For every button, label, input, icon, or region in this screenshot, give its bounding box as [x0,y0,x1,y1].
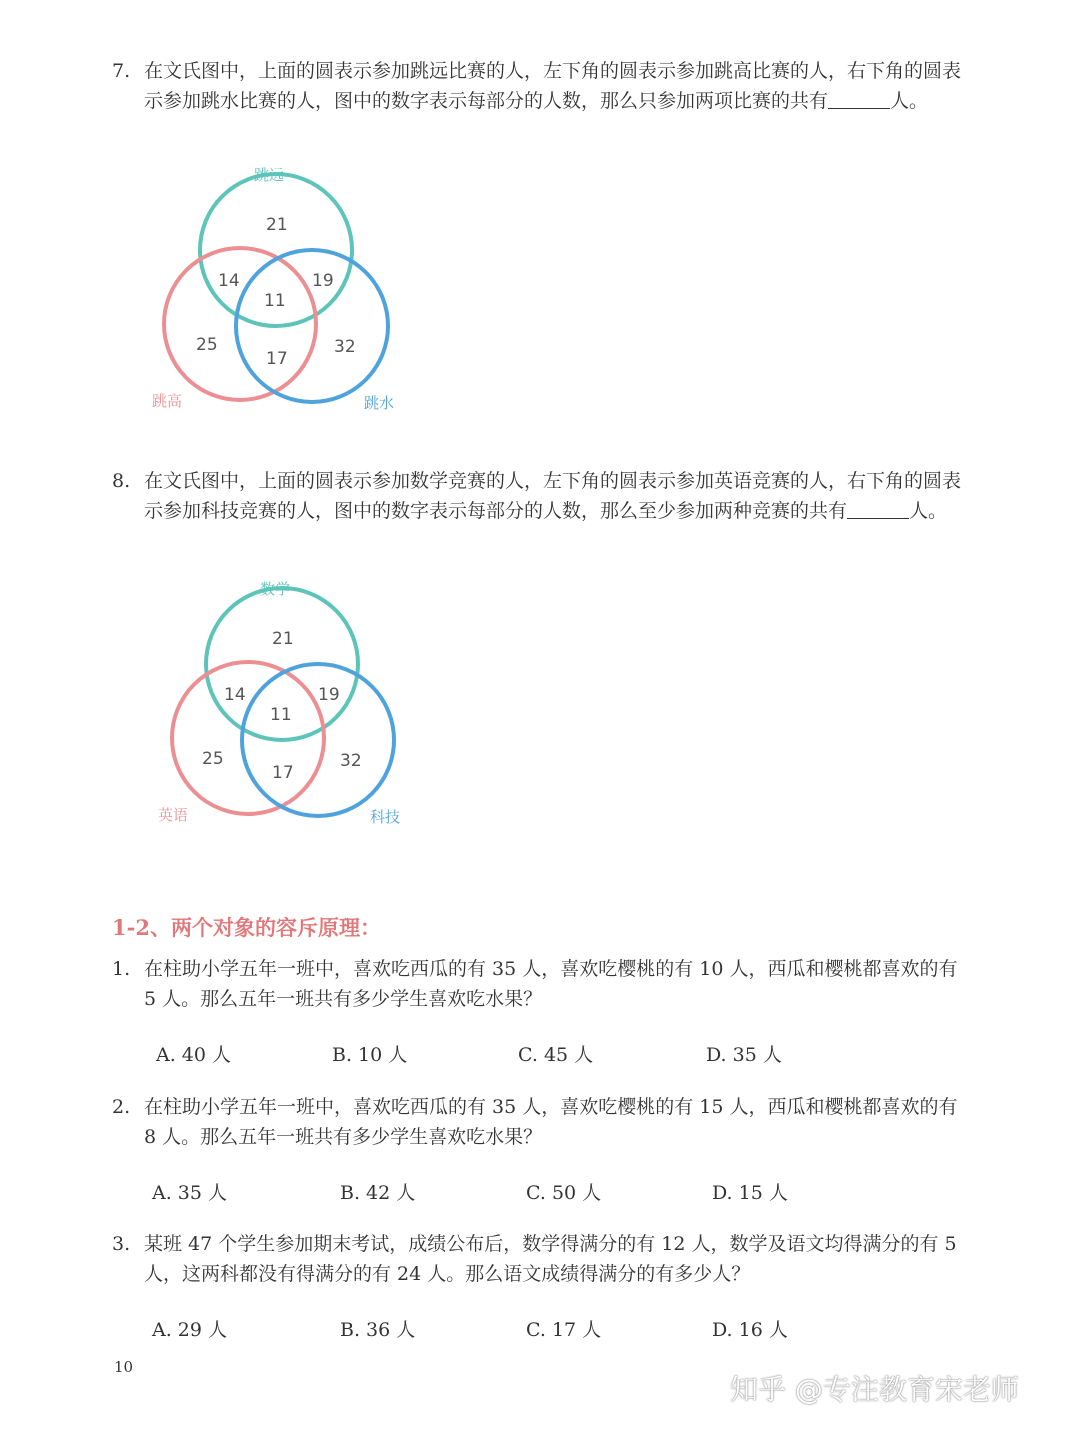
value-top-only: 21 [266,215,288,235]
question-text: 在文氏图中，上面的圆表示参加跳远比赛的人，左下角的圆表示参加跳高比赛的人，右下角的圆表示参加跳水比赛的人，图中的数字表示每部分的人数，那么只参加两项比赛的共有 人。 [144,60,962,112]
problem-1 [112,954,962,1014]
problem-text: 某班 47 个学生参加期末考试，成绩公布后，数学得满分的有 12 人，数学及语文均得满分的有 5 人，这两科都没有得满分的有 24 人。那么语文成绩得满分的有多少人？ [144,1233,957,1285]
answer-blank[interactable] [828,90,890,109]
question-8 [112,466,962,526]
option-c[interactable]: C. 50 人 [526,1182,602,1204]
problem-2 [112,1092,962,1152]
question-text: 在文氏图中，上面的圆表示参加数学竞赛的人，左下角的圆表示参加英语竞赛的人，右下角的圆表示参加科技竞赛的人，图中的数字表示每部分的人数，那么至少参加两种竞赛的共有 人。 [144,470,962,522]
problem-text: 在柱助小学五年一班中，喜欢吃西瓜的有 35 人，喜欢吃樱桃的有 15 人，西瓜和樱桃都喜欢的有 8 人。那么五年一班共有多少学生喜欢吃水果？ [144,1096,958,1148]
problem-number: 3. [112,1233,131,1255]
label-left: 英语 [158,806,189,824]
value-left-right: 17 [266,349,288,369]
question-number: 8. [112,470,131,492]
page-number: 10 [114,1358,134,1376]
label-left: 跳高 [152,392,183,410]
value-top-left: 14 [218,271,240,291]
option-a[interactable]: A. 35 人 [152,1182,228,1204]
value-center: 11 [270,705,292,725]
value-top-only: 21 [272,629,294,649]
option-c[interactable]: C. 17 人 [526,1319,602,1341]
value-right-only: 32 [340,751,362,771]
problem-number: 1. [112,958,131,980]
value-top-left: 14 [224,685,246,705]
value-right-only: 32 [334,337,356,357]
option-a[interactable]: A. 29 人 [152,1319,228,1341]
option-b[interactable]: B. 42 人 [340,1182,416,1204]
problem-3 [112,1229,962,1289]
value-center: 11 [264,291,286,311]
value-top-right: 19 [318,685,340,705]
value-left-only: 25 [202,749,224,769]
answer-blank[interactable] [847,500,909,519]
value-left-right: 17 [272,763,294,783]
watermark: 知乎 @专注教育宋老师 [730,1373,1019,1406]
section-title: 1-2、两个对象的容斥原理： [112,915,381,940]
label-top: 数学 [260,580,291,598]
option-c[interactable]: C. 45 人 [518,1044,594,1066]
label-right: 跳水 [364,394,395,412]
label-right: 科技 [370,808,401,826]
question-7 [112,56,962,116]
venn-diagram-2 [146,574,446,834]
option-d[interactable]: D. 16 人 [712,1319,788,1341]
option-a[interactable]: A. 40 人 [156,1044,232,1066]
label-top: 跳远 [254,166,285,184]
value-top-right: 19 [312,271,334,291]
option-b[interactable]: B. 36 人 [340,1319,416,1341]
option-b[interactable]: B. 10 人 [332,1044,408,1066]
venn-diagram-1 [140,160,440,420]
value-left-only: 25 [196,335,218,355]
option-d[interactable]: D. 35 人 [706,1044,782,1066]
problem-text: 在柱助小学五年一班中，喜欢吃西瓜的有 35 人，喜欢吃樱桃的有 10 人，西瓜和樱桃都喜欢的有 5 人。那么五年一班共有多少学生喜欢吃水果？ [144,958,958,1010]
problem-number: 2. [112,1096,131,1118]
question-number: 7. [112,60,131,82]
option-d[interactable]: D. 15 人 [712,1182,788,1204]
